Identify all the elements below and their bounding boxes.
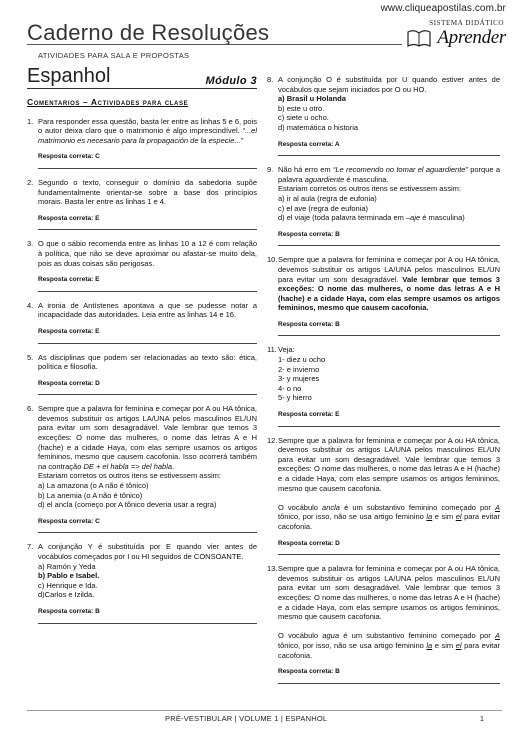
question-text: Sempre que a palavra for feminina e começar por A ou HA tônica, devemos substituir os artigos LA/UNA pelos masculinos EL/UN para evitar um som desagradável. Vale lembrar que temos 3 exceções: O nome das mulheres, o nome das letras A e H (hache) e a cidade Haya, com elas sempre usamos os artigos femininos, mesmo que causem cacofonia. Isso ocorrerá também na contração DE + el habla => del habla. Estariam corretos os outros itens se estivessem assim: a) La amazona (o A não é tônico) b) La anemia (o A não é tônico) d) el ancla (começo por A tônico deveria usar a regra) — [38, 404, 257, 510]
answer-label: Resposta correta: E — [38, 327, 100, 335]
question-divider — [38, 343, 257, 344]
question-body — [278, 165, 500, 246]
answer-label: Resposta correta: B — [278, 668, 340, 676]
question-item — [27, 404, 257, 533]
logo-main-text: Aprender — [437, 27, 506, 48]
question-item — [267, 345, 500, 426]
left-question-list — [27, 117, 257, 624]
answer-label: Resposta correta: B — [278, 320, 340, 328]
subject-name: Espanhol — [27, 65, 111, 87]
question-body — [38, 178, 257, 230]
question-item — [267, 564, 500, 684]
header-divider — [27, 44, 402, 45]
brand-logo — [406, 19, 506, 51]
page-subtitle: ATIVIDADES PARA SALA E PROPOSTAS — [38, 51, 190, 60]
question-divider — [278, 245, 500, 246]
answer-label: Resposta correta: E — [278, 411, 340, 419]
question-divider — [278, 155, 500, 156]
question-number: 12. — [267, 435, 278, 445]
question-body — [38, 301, 257, 344]
question-number: 4. — [27, 300, 34, 310]
right-question-list — [267, 75, 500, 684]
question-number: 8. — [267, 75, 274, 84]
question-item — [267, 75, 500, 156]
section-title: Comentarios – Actividades para clase — [27, 97, 189, 107]
question-number: 3. — [27, 239, 34, 249]
page-title: Caderno de Resoluções — [27, 20, 270, 45]
question-item — [27, 117, 257, 169]
logo-top-text: SISTEMA DIDÁTICO — [429, 19, 504, 27]
question-divider — [38, 394, 257, 395]
question-body — [278, 345, 500, 426]
module-label: Módulo 3 — [205, 75, 257, 88]
question-divider — [278, 683, 500, 684]
question-divider — [38, 168, 257, 169]
question-number: 1. — [27, 116, 34, 126]
question-text: O que o sábio recomenda entre as linhas 10 a 12 é com relação à política, que não se deve aproximar ou afastar-se muito dela, pois as duas coisas são perigosas. — [38, 239, 257, 268]
question-item — [27, 542, 257, 623]
site-url: www.cliqueapostilas.com.br — [380, 3, 506, 14]
answer-label: Resposta correta: D — [38, 379, 100, 387]
page-number: 1 — [479, 714, 484, 723]
question-text: A ironia de Antístenes apontava a que se pudesse notar a incapacidade das autoridades. Leia entre as linhas 14 e 16. — [38, 300, 257, 320]
answer-label: Resposta correta: E — [38, 276, 100, 284]
question-number: 5. — [27, 352, 34, 362]
answer-label: Resposta correta: E — [38, 214, 100, 222]
answer-label: Resposta correta: D — [278, 539, 340, 547]
question-body — [38, 542, 257, 623]
question-divider — [278, 335, 500, 336]
question-number: 6. — [27, 404, 34, 414]
subject-header — [27, 66, 257, 89]
question-body — [278, 255, 500, 336]
question-body — [38, 117, 257, 169]
right-column — [267, 66, 500, 684]
question-text: A conjunção O é substituída por U quando estiver antes de vocábulos que sejam iniciados por O ou HO. a) Brasil u Holanda b) este u otro. c) siete u ocho. d) matemática o historia — [278, 75, 500, 132]
question-divider — [38, 291, 257, 292]
question-body — [278, 564, 500, 684]
question-text: Não há erro em “Le recomendo no tomar el aguardiente” porque a palavra aguardiente é masculina. Estariam corretos os outros itens se estivessem assim: a) ir al aula (regra de eufonia) c) el ave (regra de eufonia) d) el viaje (toda palavra terminada em –aje é masculina) — [278, 165, 500, 223]
question-item — [27, 178, 257, 230]
footer-divider — [27, 710, 502, 711]
question-text: Sempre que a palavra for feminina e começar por A ou HA tônica, devemos substituir os artigos LA/UNA pelos masculinos EL/UN para evitar um som desagradável. Vale lembrar que temos 3 exceções: O nome das mulheres, o nome das letras A e H (hache) e a cidade Haya, com elas sempre usamos os artigos femininos, mesmo que causem cacofonia. O vocábulo ancla é um substantivo feminino começado por A tônico, por isso, não se usa artigo feminino la e sim el para evitar cacofonia. — [278, 435, 500, 531]
question-divider — [38, 229, 257, 230]
answer-label: Resposta correta: B — [278, 230, 340, 238]
question-divider — [38, 532, 257, 533]
answer-label: Resposta correta: C — [38, 517, 100, 525]
question-text: Sempre que a palavra for feminina e começar por A ou HA tônica, devemos substituir os artigos LA/UNA pelos masculinos EL/UN para evitar um som desagradável. Vale lembrar que temos 3 exceções: O nome das mulheres, o nome das letras A e H (hache) e a cidade Haya, com elas sempre usamos os artigos femininos, mesmo que causem cacofonia. — [278, 255, 500, 313]
answer-label: Resposta correta: A — [278, 140, 340, 148]
question-number: 11. — [267, 345, 277, 355]
question-number: 10. — [267, 255, 278, 265]
question-item — [267, 165, 500, 246]
question-item — [267, 255, 500, 336]
question-item — [267, 436, 500, 556]
question-body — [278, 436, 500, 556]
question-body — [38, 353, 257, 396]
footer-info: PRÉ-VESTIBULAR | VOLUME 1 | ESPANHOL — [165, 714, 328, 723]
question-body — [38, 239, 257, 291]
question-text: A conjunção Y é substituída por E quando vier antes de vocábulos começados por I ou HI seguidos de CONSOANTE. a) Ramón y Yeda b) Pablo e Isabel. c) Henrique e Ida. d)Carlos e Izilda. — [38, 542, 257, 600]
question-text: Sempre que a palavra for feminina e começar por A ou HA tônica, devemos substituir os artigos LA/UNA pelos masculinos EL/UN para evitar um som desagradável. Vale lembrar que temos 3 exceções: O nome das mulheres, o nome das letras A e H (hache) e a cidade Haya, com elas sempre usamos os artigos femininos, mesmo que causem cacofonia. O vocábulo agua é um substantivo feminino começado por A tônico, por isso, não se usa artigo feminino la e sim el para evitar cacofonia. — [278, 564, 500, 660]
question-text: Para responder essa questão, basta ler entre as linhas 5 e 6, pois o autor deixa claro que o matrimonio é algo imprescindível. “...el matrimonio es necesario para la propagación de la especie...” — [38, 116, 257, 145]
question-item — [27, 239, 257, 291]
question-number: 9. — [267, 165, 274, 175]
question-body — [38, 404, 257, 533]
left-column — [27, 66, 257, 624]
question-item — [27, 353, 257, 396]
question-text: As disciplinas que podem ser relacionadas ao texto são: ética, política e filosofia. — [38, 352, 257, 372]
question-divider — [38, 623, 257, 624]
question-item — [27, 301, 257, 344]
answer-label: Resposta correta: C — [38, 153, 100, 161]
question-text: Veja: 1- diez u ocho 2- e invierno 3- y mujeres 4- o no 5- y hierro — [278, 345, 326, 403]
question-divider — [278, 426, 500, 427]
question-number: 13. — [267, 564, 278, 574]
book-icon — [406, 28, 432, 48]
question-number: 2. — [27, 177, 34, 187]
question-number: 7. — [27, 542, 34, 552]
question-body — [278, 75, 500, 156]
answer-label: Resposta correta: B — [38, 607, 100, 615]
question-text: Segundo o texto, conseguir o domínio da sabedoria supõe fundamentalmente orientar-se sobre a base dos princípios morais. Basta ler entre as linhas 1 e 4. — [38, 177, 257, 207]
question-divider — [278, 554, 500, 555]
